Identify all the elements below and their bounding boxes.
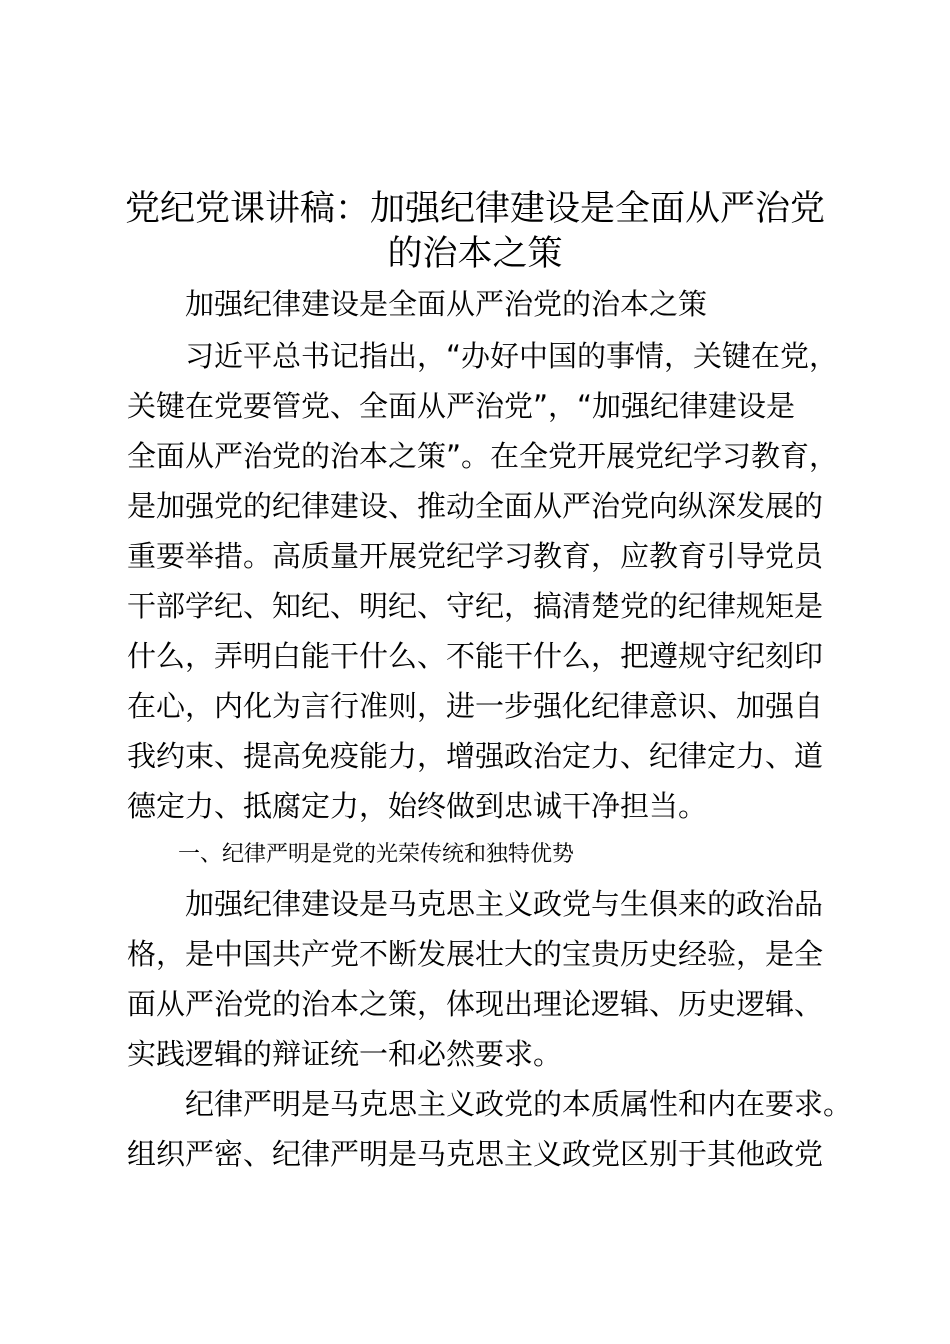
paragraph-line: 全面从严治党的治本之策”。在全党开展党纪学习教育， <box>127 439 839 473</box>
paragraph-line: 实践逻辑的辩证统一和必然要求。 <box>127 1037 563 1071</box>
paragraph-line: 在心，内化为言行准则，进一步强化纪律意识、加强自 <box>127 689 824 723</box>
paragraph-line: 面从严治党的治本之策，体现出理论逻辑、历史逻辑、 <box>127 987 824 1021</box>
document-title-line-2: 的治本之策 <box>387 234 563 274</box>
paragraph-line: 格，是中国共产党不断发展壮大的宝贵历史经验，是全 <box>127 937 824 971</box>
document-subtitle: 加强纪律建设是全面从严治党的治本之策 <box>185 287 708 321</box>
document-title-line-1: 党纪党课讲稿：加强纪律建设是全面从严治党 <box>124 189 825 229</box>
paragraph-line: 关键在党要管党、全面从严治党”，“加强纪律建设是 <box>127 389 796 423</box>
paragraph-line: 重要举措。高质量开展党纪学习教育，应教育引导党员 <box>127 539 824 573</box>
paragraph-line: 加强纪律建设是马克思主义政党与生俱来的政治品 <box>185 887 824 921</box>
paragraph-line: 德定力、抵腐定力，始终做到忠诚干净担当。 <box>127 789 708 823</box>
paragraph-line: 是加强党的纪律建设、推动全面从严治党向纵深发展的 <box>127 489 824 523</box>
paragraph-line: 组织严密、纪律严明是马克思主义政党区别于其他政党 <box>127 1137 824 1171</box>
paragraph-line: 我约束、提高免疫能力，增强政治定力、纪律定力、道 <box>127 739 824 773</box>
paragraph-line: 什么，弄明白能干什么、不能干什么，把遵规守纪刻印 <box>127 639 824 673</box>
paragraph-line: 纪律严明是马克思主义政党的本质属性和内在要求。 <box>185 1087 853 1121</box>
paragraph-line: 习近平总书记指出，“办好中国的事情，关键在党， <box>185 339 839 373</box>
section-heading: 一、纪律严明是党的光荣传统和独特优势 <box>178 842 575 867</box>
paragraph-line: 干部学纪、知纪、明纪、守纪，搞清楚党的纪律规矩是 <box>127 589 824 623</box>
